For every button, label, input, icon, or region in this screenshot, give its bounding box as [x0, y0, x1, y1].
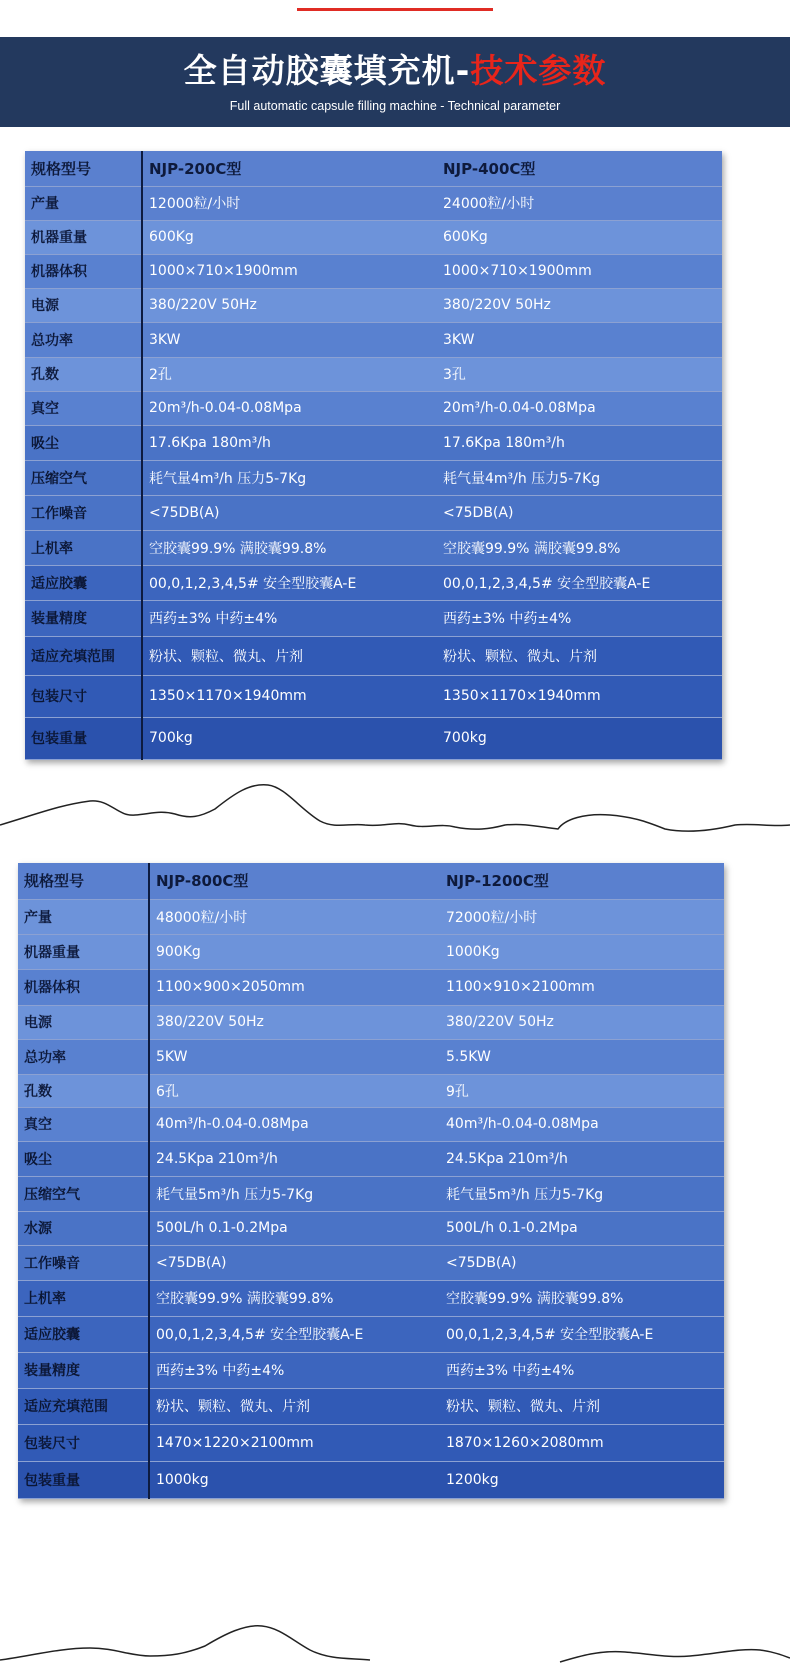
row-value-cell: <75DB(A)	[149, 1245, 440, 1280]
row-value-cell: 1200kg	[440, 1461, 724, 1498]
row-value-cell: 00,0,1,2,3,4,5# 安全型胶囊A-E	[440, 1316, 724, 1352]
row-value-cell: 17.6Kpa 180m³/h	[142, 425, 437, 460]
row-value-cell: 380/220V 50Hz	[149, 1005, 440, 1039]
row-label-cell: 产量	[18, 899, 149, 934]
row-label-cell: 产量	[25, 186, 142, 220]
row-value-cell: 3KW	[142, 322, 437, 357]
row-label-cell: 水源	[18, 1211, 149, 1245]
row-value-cell: 24.5Kpa 210m³/h	[149, 1141, 440, 1176]
row-value-cell: 600Kg	[437, 220, 722, 254]
table-row	[25, 495, 722, 530]
table-row	[25, 322, 722, 357]
row-value-cell: 1470×1220×2100mm	[149, 1424, 440, 1461]
table-row	[18, 1211, 724, 1245]
table-row	[18, 1176, 724, 1211]
row-label-cell: 工作噪音	[25, 495, 142, 530]
row-value-cell: 700kg	[437, 717, 722, 759]
row-value-cell: 700kg	[142, 717, 437, 759]
table-row	[18, 934, 724, 969]
row-value-cell: 3孔	[437, 357, 722, 391]
row-label-cell: 孔数	[18, 1074, 149, 1107]
row-value-cell: 5KW	[149, 1039, 440, 1074]
row-label-cell: 适应胶囊	[25, 565, 142, 600]
table-row	[25, 357, 722, 391]
row-value-cell: 1000kg	[149, 1461, 440, 1498]
mountain-divider-bottom	[0, 1612, 790, 1663]
row-label-cell: 装量精度	[18, 1352, 149, 1388]
table-row	[18, 1141, 724, 1176]
row-label-cell: 适应充填范围	[25, 636, 142, 675]
table-row	[25, 565, 722, 600]
row-value-cell: 2孔	[142, 357, 437, 391]
table-row	[18, 1424, 724, 1461]
row-value-cell: 380/220V 50Hz	[437, 288, 722, 322]
header-model-cell: NJP-200C型	[142, 151, 437, 186]
table-row	[18, 1352, 724, 1388]
row-value-cell: 1100×900×2050mm	[149, 969, 440, 1005]
row-value-cell: 粉状、颗粒、微丸、片剂	[149, 1388, 440, 1424]
table-row	[25, 717, 722, 759]
row-value-cell: 空胶囊99.9% 满胶囊99.8%	[440, 1280, 724, 1316]
row-value-cell: 20m³/h-0.04-0.08Mpa	[437, 391, 722, 425]
row-value-cell: 1000×710×1900mm	[437, 254, 722, 288]
table-row	[25, 254, 722, 288]
row-value-cell: 空胶囊99.9% 满胶囊99.8%	[437, 530, 722, 565]
table-row	[18, 1107, 724, 1141]
header-label-cell: 规格型号	[18, 863, 149, 899]
row-value-cell: 耗气量4m³/h 压力5-7Kg	[142, 460, 437, 495]
row-value-cell: 1000×710×1900mm	[142, 254, 437, 288]
table-row	[18, 1039, 724, 1074]
row-value-cell: 9孔	[440, 1074, 724, 1107]
row-label-cell: 真空	[18, 1107, 149, 1141]
row-label-cell: 机器体积	[18, 969, 149, 1005]
table-row	[25, 220, 722, 254]
row-label-cell: 真空	[25, 391, 142, 425]
row-value-cell: 耗气量5m³/h 压力5-7Kg	[440, 1176, 724, 1211]
table-row	[18, 1280, 724, 1316]
mountain-divider	[0, 775, 790, 865]
row-value-cell: 12000粒/小时	[142, 186, 437, 220]
row-label-cell: 吸尘	[25, 425, 142, 460]
row-value-cell: <75DB(A)	[142, 495, 437, 530]
row-value-cell: 1350×1170×1940mm	[437, 675, 722, 717]
row-value-cell: 72000粒/小时	[440, 899, 724, 934]
table-row	[18, 1388, 724, 1424]
row-value-cell: 48000粒/小时	[149, 899, 440, 934]
row-value-cell: 1100×910×2100mm	[440, 969, 724, 1005]
row-value-cell: 1870×1260×2080mm	[440, 1424, 724, 1461]
table-row	[18, 1461, 724, 1498]
row-value-cell: 耗气量5m³/h 压力5-7Kg	[149, 1176, 440, 1211]
row-value-cell: 西药±3% 中药±4%	[437, 600, 722, 636]
table-row	[18, 1074, 724, 1107]
row-label-cell: 电源	[18, 1005, 149, 1039]
table-row	[25, 391, 722, 425]
table-header-row	[25, 151, 722, 186]
row-value-cell: 00,0,1,2,3,4,5# 安全型胶囊A-E	[437, 565, 722, 600]
row-label-cell: 装量精度	[25, 600, 142, 636]
row-label-cell: 吸尘	[18, 1141, 149, 1176]
row-value-cell: 3KW	[437, 322, 722, 357]
row-value-cell: 380/220V 50Hz	[440, 1005, 724, 1039]
row-value-cell: 500L/h 0.1-0.2Mpa	[440, 1211, 724, 1245]
row-label-cell: 包装尺寸	[18, 1424, 149, 1461]
row-label-cell: 上机率	[25, 530, 142, 565]
table-row	[25, 425, 722, 460]
row-value-cell: 40m³/h-0.04-0.08Mpa	[149, 1107, 440, 1141]
table-row	[18, 899, 724, 934]
page-subtitle: Full automatic capsule filling machine - Technical parameter	[229, 99, 561, 113]
row-value-cell: 5.5KW	[440, 1039, 724, 1074]
row-label-cell: 总功率	[25, 322, 142, 357]
row-value-cell: 西药±3% 中药±4%	[149, 1352, 440, 1388]
row-value-cell: 粉状、颗粒、微丸、片剂	[142, 636, 437, 675]
row-label-cell: 压缩空气	[18, 1176, 149, 1211]
row-value-cell: 40m³/h-0.04-0.08Mpa	[440, 1107, 724, 1141]
row-value-cell: 600Kg	[142, 220, 437, 254]
row-label-cell: 适应胶囊	[18, 1316, 149, 1352]
table-row	[18, 1005, 724, 1039]
table-row	[25, 460, 722, 495]
row-value-cell: 西药±3% 中药±4%	[142, 600, 437, 636]
row-label-cell: 包装重量	[25, 717, 142, 759]
spec-table-njp-800c-1200c	[18, 863, 724, 1499]
row-value-cell: 00,0,1,2,3,4,5# 安全型胶囊A-E	[142, 565, 437, 600]
row-value-cell: <75DB(A)	[437, 495, 722, 530]
row-value-cell: 380/220V 50Hz	[142, 288, 437, 322]
row-value-cell: 900Kg	[149, 934, 440, 969]
row-value-cell: 17.6Kpa 180m³/h	[437, 425, 722, 460]
title-banner	[0, 37, 790, 127]
row-value-cell: 粉状、颗粒、微丸、片剂	[437, 636, 722, 675]
row-value-cell: 00,0,1,2,3,4,5# 安全型胶囊A-E	[149, 1316, 440, 1352]
table-row	[25, 186, 722, 220]
table-row	[25, 530, 722, 565]
row-label-cell: 工作噪音	[18, 1245, 149, 1280]
table-row	[25, 636, 722, 675]
row-value-cell: 24.5Kpa 210m³/h	[440, 1141, 724, 1176]
header-label-cell: 规格型号	[25, 151, 142, 186]
row-value-cell: 空胶囊99.9% 满胶囊99.8%	[149, 1280, 440, 1316]
table-row	[18, 969, 724, 1005]
row-label-cell: 机器体积	[25, 254, 142, 288]
row-value-cell: 西药±3% 中药±4%	[440, 1352, 724, 1388]
header-model-cell: NJP-800C型	[149, 863, 440, 899]
row-value-cell: 耗气量4m³/h 压力5-7Kg	[437, 460, 722, 495]
row-label-cell: 适应充填范围	[18, 1388, 149, 1424]
row-value-cell: 20m³/h-0.04-0.08Mpa	[142, 391, 437, 425]
row-label-cell: 压缩空气	[25, 460, 142, 495]
row-value-cell: 500L/h 0.1-0.2Mpa	[149, 1211, 440, 1245]
table-row	[25, 675, 722, 717]
row-value-cell: 24000粒/小时	[437, 186, 722, 220]
row-value-cell: 6孔	[149, 1074, 440, 1107]
header-model-cell: NJP-400C型	[437, 151, 722, 186]
table-row	[18, 1316, 724, 1352]
row-value-cell: 1000Kg	[440, 934, 724, 969]
header-model-cell: NJP-1200C型	[440, 863, 724, 899]
row-label-cell: 机器重量	[25, 220, 142, 254]
table-header-row	[18, 863, 724, 899]
row-label-cell: 孔数	[25, 357, 142, 391]
table-row	[18, 1245, 724, 1280]
row-value-cell: 粉状、颗粒、微丸、片剂	[440, 1388, 724, 1424]
page-title: 全自动胶囊填充机-技术参数	[183, 51, 607, 90]
row-value-cell: 空胶囊99.9% 满胶囊99.8%	[142, 530, 437, 565]
table-row	[25, 600, 722, 636]
row-label-cell: 上机率	[18, 1280, 149, 1316]
row-label-cell: 电源	[25, 288, 142, 322]
row-label-cell: 机器重量	[18, 934, 149, 969]
row-value-cell: <75DB(A)	[440, 1245, 724, 1280]
spec-table-njp-200c-400c	[25, 151, 722, 760]
row-label-cell: 包装重量	[18, 1461, 149, 1498]
page-title-accent: 技术参数	[470, 51, 607, 90]
row-value-cell: 1350×1170×1940mm	[142, 675, 437, 717]
table-row	[25, 288, 722, 322]
row-label-cell: 包装尺寸	[25, 675, 142, 717]
row-label-cell: 总功率	[18, 1039, 149, 1074]
top-accent-line	[297, 8, 493, 11]
